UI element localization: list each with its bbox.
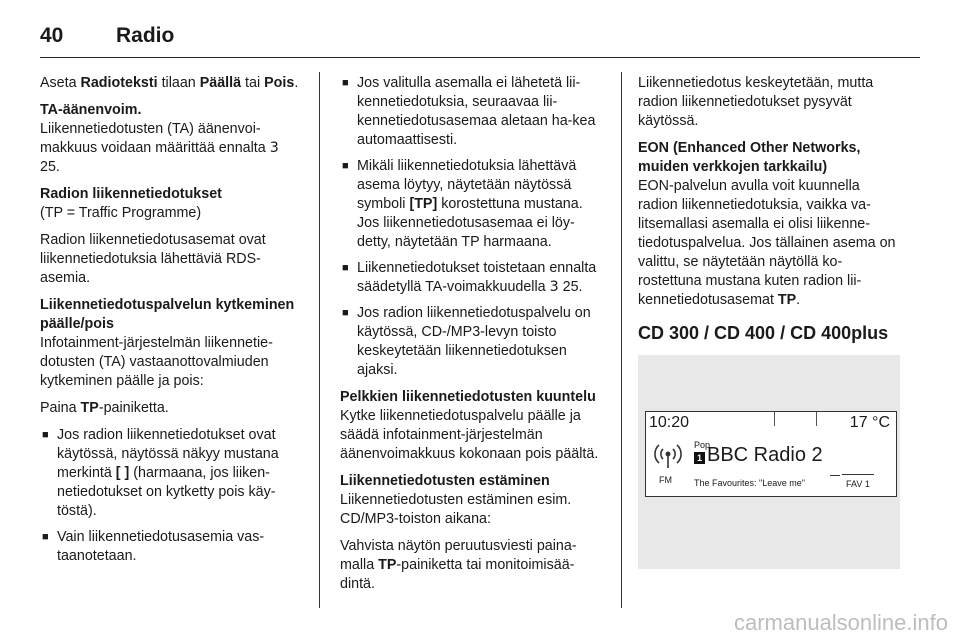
list-item: ■ Jos valitulla asemalla ei lähetetä lii-kennetiedotuksia, seuraavaa lii-kennetiedotusasemaa aletaan ha-kea automaattisesti. — [340, 74, 605, 150]
confirm-instruction: Vahvista näytön peruutusviesti paina-malla TP-painiketta tai monitoimisää-dintä. — [340, 538, 577, 592]
ta-volume-section: TA-äänenvoim. Liikennetiedotusten (TA) äänenvoi-makkuus voidaan määrittää ennalta 3 25. — [40, 101, 302, 177]
list-item: ■ Jos radion liikennetiedotuspalvelu on käytössä, CD-/MP3-levyn toisto keskeytetään liikennetiedotuksen ajaksi. — [340, 304, 605, 380]
temperature: 17 °C — [849, 414, 890, 431]
column-2 — [340, 74, 605, 602]
tp-bullets-continued — [340, 74, 605, 380]
column-3 — [638, 74, 902, 569]
radiotext-setting: Aseta Radioteksti tilaan Päällä tai Pois. — [40, 75, 299, 91]
divider-tick — [774, 412, 775, 426]
cd-models-heading: CD 300 / CD 400 / CD 400plus — [638, 323, 889, 343]
program-type: Pop — [694, 440, 711, 450]
band-label: FM — [659, 475, 672, 485]
watermark: carmanualsonline.info — [733, 610, 948, 635]
list-item: ■ Jos radion liikennetiedotukset ovat käytössä, näytössä näkyy mustana merkintä [ ] (harmaana, jos liiken-netiedotukset on kytketty pois käy-töstä). — [40, 426, 302, 521]
column-divider — [319, 72, 320, 608]
tp-description: Radion liikennetiedotusasemat ovat liikennetiedotuksia lähettäviä RDS-asemia. — [40, 232, 266, 286]
station-name: BBC Radio 2 — [707, 444, 823, 466]
column-divider — [621, 72, 622, 608]
press-tp-instruction: Paina TP-painiketta. — [40, 400, 169, 416]
page-ref-icon: 3 — [549, 279, 559, 295]
page-ref-icon: 3 — [269, 140, 279, 156]
ta-volume-heading: TA-äänenvoim. — [40, 102, 142, 118]
radio-antenna-icon — [654, 442, 682, 474]
list-item: ■ Liikennetiedotukset toistetaan ennalta säädetyllä TA-voimakkuudella 3 25. — [340, 259, 605, 297]
radio-display-figure — [638, 355, 900, 569]
page-number: 40 — [40, 24, 64, 47]
tp-bullets — [40, 426, 302, 566]
clock: 10:20 — [649, 414, 690, 431]
section-title: Radio — [116, 24, 175, 47]
header-rule — [40, 57, 920, 58]
tp-switch-heading: Liikennetiedotuspalvelun kytkeminen päälle/pois — [40, 297, 295, 332]
only-traffic-section: Pelkkien liikennetiedotusten kuuntelu Kytke liikennetiedotuspalvelu päälle ja säädä infotainment-järjestelmän äänenvoimakkuus kokonaan pois päältä. — [340, 388, 605, 464]
list-item: ■ Vain liikennetiedotusasemia vas-taanotetaan. — [40, 528, 302, 566]
fav-label: FAV 1 — [842, 474, 874, 494]
eon-heading: EON (Enhanced Other Networks, muiden verkkojen tarkkailu) — [638, 140, 861, 175]
block-traffic-section: Liikennetiedotusten estäminen Liikennetiedotusten estäminen esim. CD/MP3-toiston aikana: — [340, 472, 605, 529]
tp-heading: Radion liikennetiedotukset — [40, 186, 222, 202]
eon-section: EON (Enhanced Other Networks, muiden verkkojen tarkkailu) EON-palvelun avulla voit kuunnella radion liikennetiedotuksia, vaikka va-litsemallasi asemalla ei olisi liikenne-tiedotuspalvelua. Jos tällainen asema on valittu, se näytetään näytöllä ko-rostettuna mustana kuten radion lii-kennetiedotusasemat TP. — [638, 139, 902, 310]
preset-badge: 1 — [694, 452, 705, 464]
fav-connector — [830, 475, 840, 476]
radiotext: The Favourites: "Leave me" — [694, 478, 805, 488]
interrupt-text: Liikennetiedotus keskeytetään, mutta radion liikennetiedotukset pysyvät käytössä. — [638, 75, 874, 129]
block-traffic-heading: Liikennetiedotusten estäminen — [340, 473, 550, 489]
column-1 — [40, 74, 302, 574]
tp-section: Radion liikennetiedotukset (TP = Traffic Programme) — [40, 185, 302, 223]
page-header — [40, 16, 174, 56]
only-traffic-heading: Pelkkien liikennetiedotusten kuuntelu — [340, 389, 596, 405]
divider-tick — [816, 412, 817, 426]
radio-display — [645, 411, 897, 497]
tp-switch-section: Liikennetiedotuspalvelun kytkeminen päälle/pois Infotainment-järjestelmän liikennetie-dotusten (TA) vastaanottovalmiuden kytkeminen päälle ja pois: — [40, 296, 302, 391]
list-item: ■ Mikäli liikennetiedotuksia lähettävä asema löytyy, näytetään näytössä symboli [TP] korostettuna mustana. Jos liikennetiedotusasemaa ei löy-detty, näytetään TP harmaana. — [340, 157, 605, 252]
